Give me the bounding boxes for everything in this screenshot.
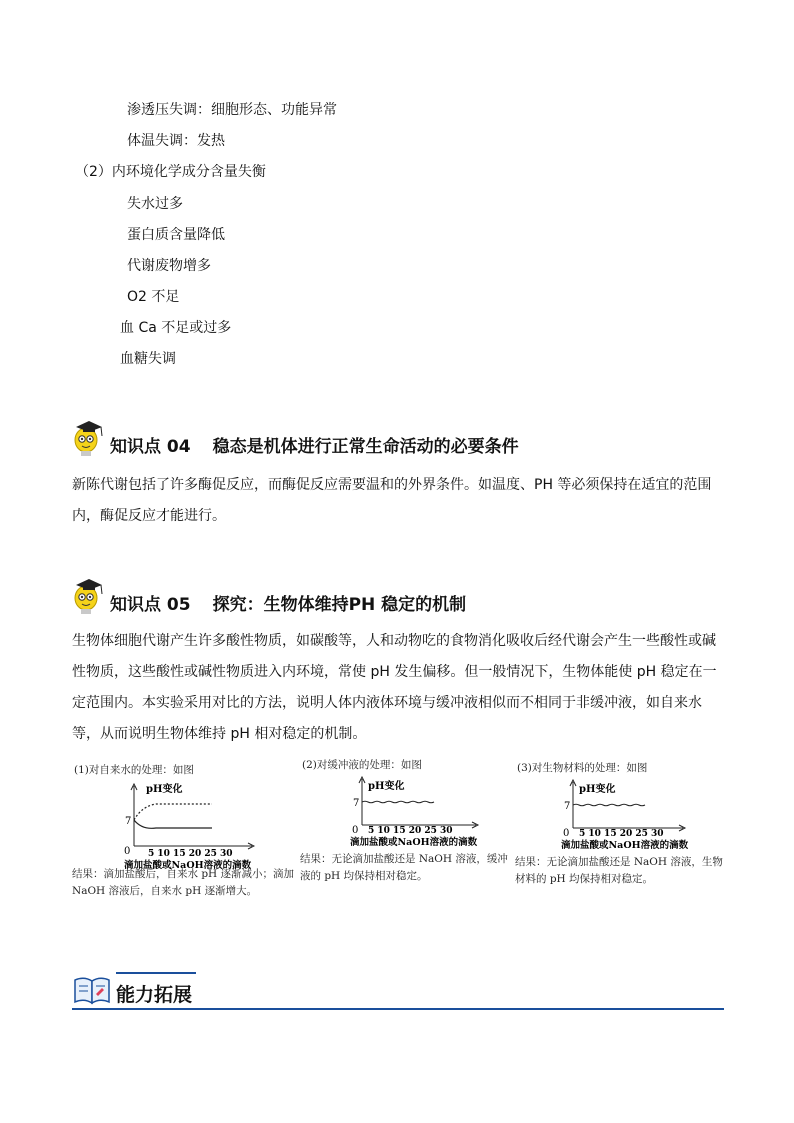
figure-biological-material	[515, 758, 727, 908]
list-item: 血 Ca 不足或过多	[120, 320, 232, 336]
knowledge-point-title: 探究：生物体维持PH 稳定的机制	[212, 595, 467, 615]
naoh-curve	[134, 804, 212, 820]
x-axis-label: 滴加盐酸或NaOH溶液的滴数	[124, 860, 252, 871]
list-item: 渗透压失调：细胞形态、功能异常	[127, 102, 337, 118]
list-item: 代谢废物增多	[127, 258, 211, 274]
figure-caption: (2)对缓冲液的处理：如图	[302, 759, 422, 771]
ph-line	[573, 804, 645, 806]
section-subheading: （2）内环境化学成分含量失衡	[75, 164, 266, 180]
section-divider	[72, 1008, 724, 1010]
knowledge-point-heading	[72, 576, 466, 616]
list-item: 血糖失调	[120, 351, 176, 367]
origin-label: 0	[352, 825, 359, 836]
hcl-curve	[134, 820, 212, 828]
y-tick-label: 7	[353, 798, 360, 809]
knowledge-point-title: 稳态是机体进行正常生命活动的必要条件	[212, 437, 519, 457]
y-tick-label: 7	[564, 801, 571, 812]
y-axis-label: pH变化	[368, 781, 405, 792]
figure-result: 结果：无论滴加盐酸还是 NaOH 溶液，生物材料的 pH 均保持相对稳定。	[515, 856, 723, 885]
y-axis-label: pH变化	[146, 784, 183, 795]
origin-label: 0	[563, 828, 570, 839]
graduate-mascot-icon	[72, 576, 106, 616]
list-item: 失水过多	[127, 196, 183, 212]
paragraph: 生物体细胞代谢产生许多酸性物质，如碳酸等，人和动物吃的食物消化吸收后经代谢会产生一些酸性或碱性物质，这些酸性或碱性物质进入内环境，常使 pH 发生偏移。但一般情况下，生物体能使 pH 稳定在一定范围内。本实验采用对比的方法，说明人体内液体环境与缓冲液相似而不相同于非缓冲液，如自来水等，从而说明生物体维持 pH 相对稳定的机制。	[72, 633, 717, 742]
graduate-mascot-icon	[72, 418, 106, 458]
list-item: 蛋白质含量降低	[127, 227, 225, 243]
x-tick-labels: 5 10 15 20 25 30	[148, 849, 233, 859]
open-book-icon	[72, 972, 112, 1006]
x-axis-label: 滴加盐酸或NaOH溶液的滴数	[561, 840, 689, 851]
x-axis-label: 滴加盐酸或NaOH溶液的滴数	[350, 837, 478, 848]
figure-result: 结果：无论滴加盐酸还是 NaOH 溶液，缓冲液的 pH 均保持相对稳定。	[300, 853, 508, 882]
figure-tap-water	[72, 760, 302, 910]
section-title: 能力拓展	[116, 984, 193, 1006]
knowledge-point-label: 知识点 05	[110, 595, 191, 615]
list-item: O2 不足	[127, 289, 180, 305]
knowledge-point-label: 知识点 04	[110, 437, 191, 457]
list-item: 体温失调：发热	[127, 133, 225, 149]
figure-caption: (3)对生物材料的处理：如图	[517, 762, 648, 774]
x-tick-labels: 5 10 15 20 25 30	[368, 826, 453, 836]
figure-caption: (1)对自来水的处理：如图	[74, 764, 194, 776]
y-axis-label: pH变化	[579, 784, 616, 795]
y-tick-label: 7	[125, 816, 132, 827]
figure-buffer	[300, 755, 518, 905]
ph-line	[362, 801, 434, 803]
ph-chart	[72, 778, 302, 878]
knowledge-point-heading	[72, 418, 519, 458]
section-header	[72, 968, 724, 1012]
title-underline	[116, 972, 196, 974]
origin-label: 0	[124, 846, 131, 857]
x-tick-labels: 5 10 15 20 25 30	[579, 829, 664, 839]
figure-result: 结果：滴加盐酸后，自来水 pH 逐渐减小；滴加 NaOH 溶液后，自来水 pH 逐渐增大。	[72, 868, 295, 897]
paragraph: 新陈代谢包括了许多酶促反应，而酶促反应需要温和的外界条件。如温度、PH 等必须保持在适宜的范围内，酶促反应才能进行。	[72, 477, 712, 524]
